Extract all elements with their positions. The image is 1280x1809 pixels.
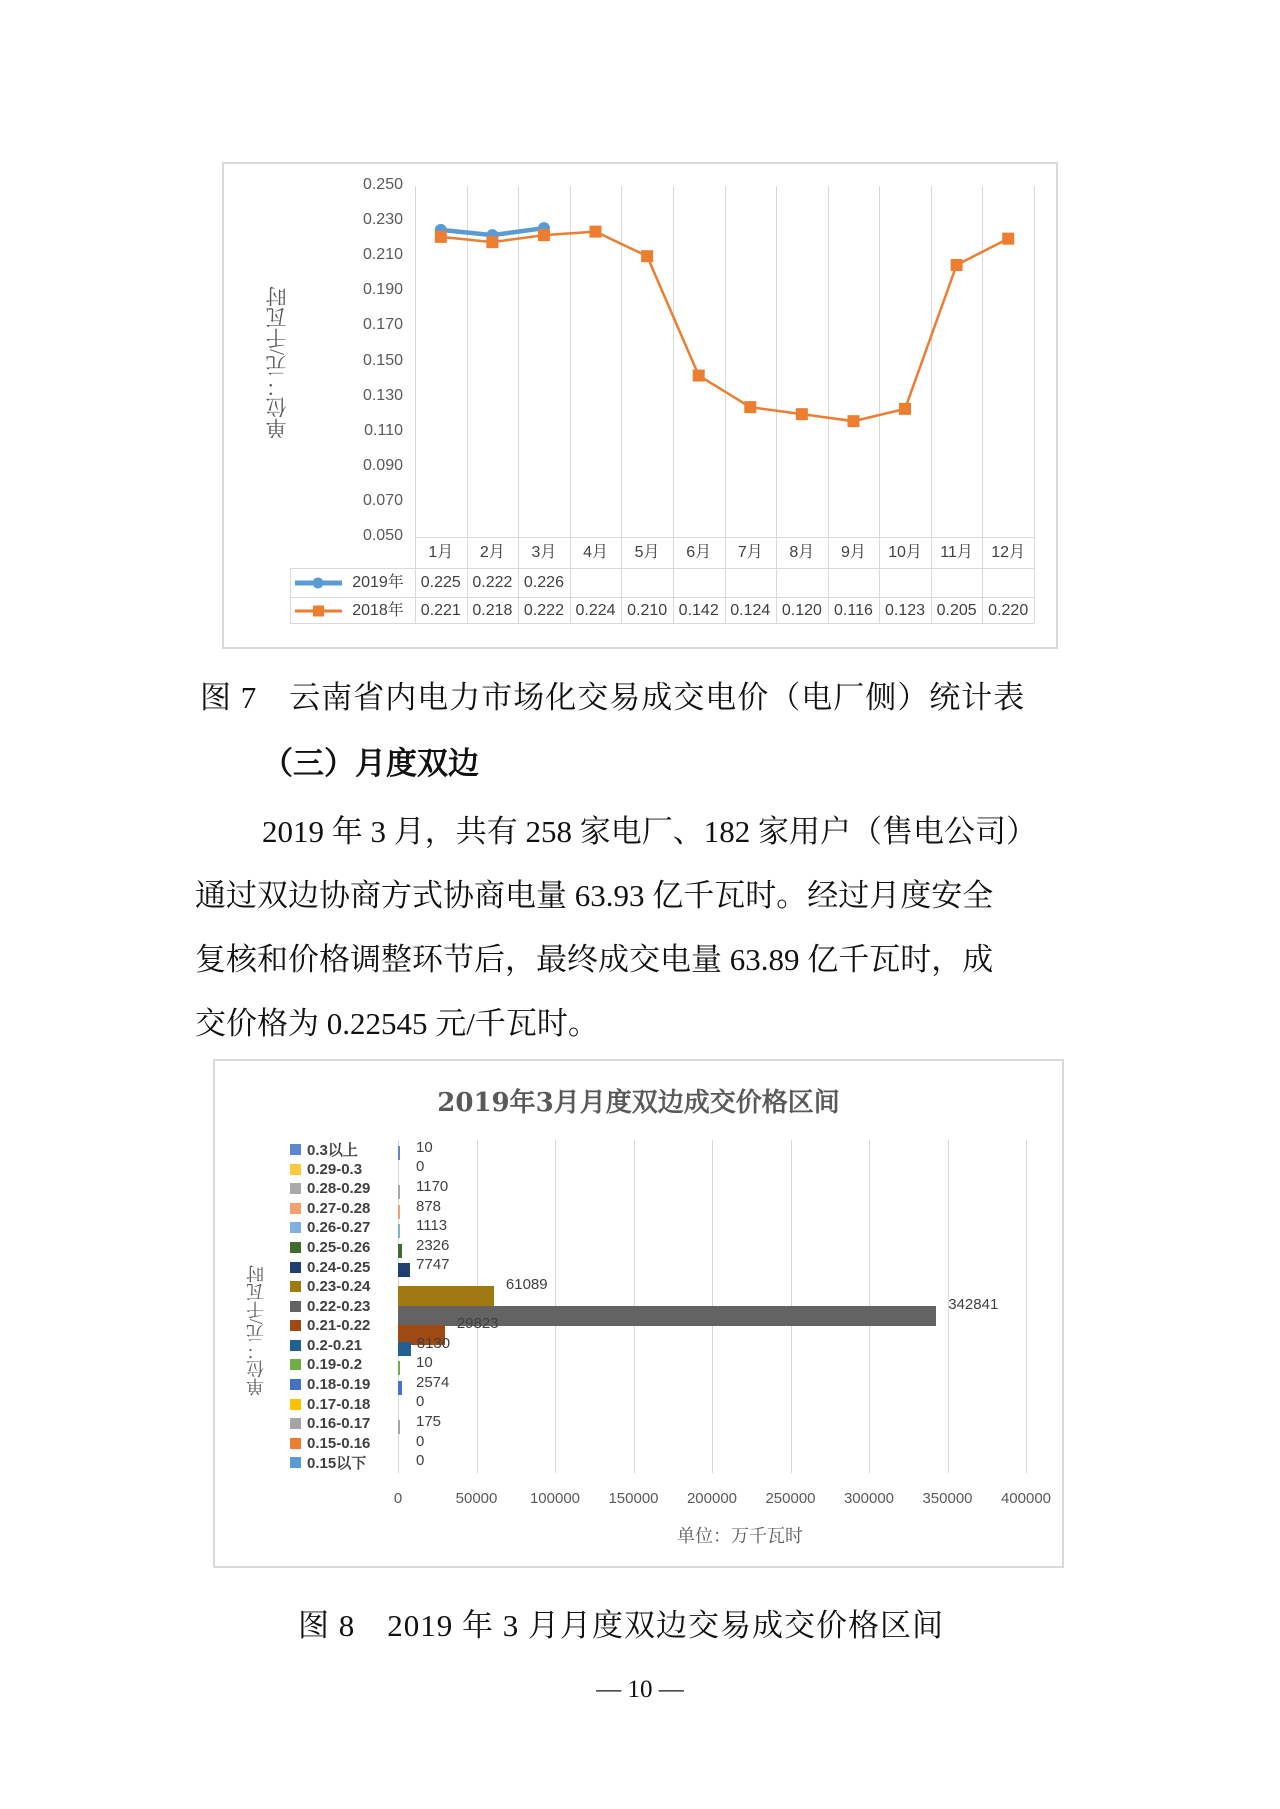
bar — [398, 1420, 400, 1434]
bar — [398, 1146, 400, 1160]
legend-swatch-icon — [290, 1164, 301, 1175]
legend-label: 0.3以上 — [307, 1142, 358, 1159]
figure8-caption: 图 8 2019 年 3 月月度双边交易成交价格区间 — [298, 1608, 944, 1643]
table-value-cell: 0.222 — [472, 574, 513, 591]
legend-series-name: 2018年 — [352, 602, 404, 619]
x-category-label: 3月 — [531, 544, 557, 561]
legend-label: 0.28-0.29 — [307, 1180, 371, 1198]
legend-item — [290, 1355, 362, 1374]
data-point-marker — [486, 236, 498, 248]
bar — [398, 1185, 400, 1199]
legend-item — [290, 1453, 366, 1472]
figure8-y-axis-label: 单位：元/千瓦时 — [246, 1264, 266, 1396]
legend-circle-marker-icon — [295, 578, 342, 589]
bar-value-label: 0 — [416, 1158, 425, 1176]
legend-swatch-icon — [290, 1222, 301, 1233]
legend-item — [290, 1218, 370, 1237]
x-tick-label: 350000 — [922, 1490, 973, 1507]
data-point-marker — [951, 259, 963, 271]
bar-value-label: 2574 — [416, 1373, 450, 1391]
legend-swatch-icon — [290, 1340, 301, 1351]
legend-swatch-icon — [290, 1438, 301, 1449]
paragraph-line-2: 通过双边协商方式协商电量 63.93 亿千瓦时。经过月度安全 — [195, 878, 994, 913]
data-point-marker — [899, 403, 911, 415]
table-value-cell: 0.142 — [678, 602, 719, 619]
legend-label: 0.23-0.24 — [307, 1278, 371, 1296]
paragraph-line-3: 复核和价格调整环节后，最终成交电量 63.89 亿千瓦时，成 — [195, 942, 994, 977]
legend-item — [290, 1179, 370, 1198]
table-value-cell: 0.116 — [834, 602, 873, 619]
data-point-marker — [641, 250, 653, 262]
data-point-marker — [590, 226, 602, 238]
data-point-marker — [693, 370, 705, 382]
bar — [398, 1263, 410, 1277]
legend-item — [290, 1238, 370, 1257]
table-value-cell: 0.205 — [936, 602, 977, 619]
x-tick-label: 0 — [393, 1490, 403, 1507]
legend-square-marker-icon — [295, 606, 342, 617]
y-tick-label: 0.070 — [362, 491, 403, 509]
legend-item — [290, 1336, 362, 1355]
bar-value-label: 2326 — [416, 1236, 450, 1254]
legend-label: 0.16-0.17 — [307, 1415, 371, 1433]
bar — [398, 1342, 411, 1356]
legend-label: 0.24-0.25 — [307, 1258, 371, 1276]
figure8-x-axis-label: 单位：万千瓦时 — [677, 1526, 803, 1546]
x-category-label: 6月 — [686, 544, 712, 561]
legend-swatch-icon — [290, 1379, 301, 1390]
x-category-label: 9月 — [840, 544, 866, 561]
legend-label: 0.25-0.26 — [307, 1238, 371, 1256]
x-category-label: 12月 — [991, 544, 1026, 561]
legend-swatch-icon — [290, 1457, 301, 1468]
table-value-cell: 0.120 — [781, 602, 822, 619]
y-tick-label: 0.130 — [362, 386, 403, 404]
bar-value-label: 0 — [416, 1452, 425, 1470]
x-tick-label: 50000 — [455, 1490, 498, 1507]
paragraph-line-1: 2019 年 3 月，共有 258 家电厂、182 家用户（售电公司） — [262, 814, 1037, 849]
legend-item — [290, 1277, 370, 1296]
legend-swatch-icon — [290, 1183, 301, 1194]
legend-swatch-icon — [290, 1418, 301, 1429]
bar-value-label: 1170 — [416, 1177, 449, 1195]
data-point-marker — [796, 408, 808, 420]
data-point-marker — [847, 415, 859, 427]
bar — [398, 1244, 402, 1258]
bar — [398, 1286, 494, 1306]
legend-item — [290, 1316, 370, 1335]
table-value-cell: 0.218 — [472, 602, 513, 619]
bar — [398, 1361, 400, 1375]
data-point-marker — [744, 401, 756, 413]
table-rule — [415, 537, 1034, 538]
table-value-cell: 0.222 — [523, 602, 564, 619]
legend-swatch-icon — [290, 1359, 301, 1370]
data-point-marker — [435, 231, 447, 243]
bar-value-label: 342841 — [948, 1295, 999, 1313]
gridline — [1026, 1140, 1027, 1473]
x-tick-label: 400000 — [1000, 1490, 1052, 1507]
bar — [398, 1381, 402, 1395]
legend-label: 0.21-0.22 — [307, 1317, 371, 1335]
x-category-label: 5月 — [634, 544, 660, 561]
bar-value-label: 1113 — [416, 1217, 448, 1235]
legend-label: 0.15以下 — [307, 1455, 367, 1473]
bar-value-label: 10 — [416, 1354, 433, 1372]
bar-value-label: 61089 — [505, 1275, 548, 1293]
y-tick-label: 0.190 — [362, 281, 403, 299]
x-tick-label: 100000 — [529, 1490, 581, 1507]
x-category-label: 1月 — [428, 544, 454, 561]
y-tick-label: 0.110 — [364, 421, 403, 439]
legend-swatch-icon — [290, 1203, 301, 1214]
page-number: — 10 — — [596, 1676, 684, 1703]
legend-item — [290, 1297, 370, 1316]
legend-item — [290, 1140, 358, 1159]
2018年-series-line — [441, 232, 1008, 422]
legend-swatch-icon — [290, 1320, 301, 1331]
x-category-label: 11月 — [940, 544, 973, 561]
bar-value-label: 0 — [416, 1393, 425, 1411]
legend-swatch-icon — [290, 1281, 301, 1292]
bar-value-label: 29823 — [456, 1315, 499, 1333]
legend-item — [290, 1199, 370, 1218]
bar-value-label: 175 — [416, 1413, 442, 1431]
y-tick-label: 0.050 — [362, 527, 403, 544]
data-point-marker — [1002, 233, 1014, 245]
legend-series-name: 2019年 — [352, 574, 404, 591]
x-tick-label: 300000 — [843, 1490, 895, 1507]
y-tick-label: 0.150 — [362, 351, 403, 369]
section-heading: （三）月度双边 — [262, 746, 479, 782]
table-value-cell: 0.124 — [730, 602, 771, 619]
table-value-cell: 0.123 — [885, 602, 926, 619]
legend-label: 0.29-0.3 — [307, 1160, 363, 1178]
table-value-cell: 0.226 — [523, 574, 564, 591]
legend-item — [290, 1434, 370, 1453]
x-category-label: 10月 — [888, 544, 922, 561]
bar — [398, 1205, 400, 1219]
y-tick-label: 0.170 — [362, 316, 403, 334]
data-point-marker — [538, 229, 550, 241]
x-tick-label: 200000 — [686, 1490, 738, 1507]
legend-label: 0.27-0.28 — [307, 1199, 371, 1217]
bar — [398, 1224, 400, 1238]
figure7-plot — [0, 0, 1280, 700]
legend-label: 0.26-0.27 — [307, 1219, 371, 1237]
figure7-y-axis-label: 单位：元/千瓦时 — [265, 286, 289, 440]
table-value-cell: 0.220 — [988, 602, 1029, 619]
legend-swatch-icon — [290, 1301, 301, 1312]
legend-label: 0.2-0.21 — [307, 1336, 363, 1354]
bar-value-label: 0 — [416, 1432, 425, 1450]
table-value-cell: 0.210 — [627, 602, 668, 619]
legend-swatch-icon — [290, 1399, 301, 1410]
y-tick-label: 0.210 — [362, 246, 403, 264]
x-tick-label: 250000 — [765, 1490, 816, 1507]
legend-swatch-icon — [290, 1262, 301, 1273]
table-value-cell: 0.224 — [575, 602, 616, 619]
legend-swatch-icon — [290, 1242, 301, 1253]
legend-label: 0.17-0.18 — [307, 1395, 371, 1413]
legend-label: 0.18-0.19 — [307, 1376, 371, 1394]
table-value-cell: 0.221 — [420, 602, 461, 619]
legend-swatch-icon — [290, 1144, 301, 1155]
y-tick-label: 0.250 — [362, 176, 403, 193]
table-value-cell: 0.225 — [420, 574, 461, 591]
x-category-label: 2月 — [479, 544, 505, 561]
bar-value-label: 7747 — [416, 1256, 450, 1274]
x-category-label: 8月 — [789, 544, 815, 561]
y-tick-label: 0.230 — [362, 211, 403, 229]
legend-label: 0.19-0.2 — [307, 1356, 363, 1374]
y-tick-label: 0.090 — [362, 456, 403, 474]
paragraph-line-4: 交价格为 0.22545 元/千瓦时。 — [195, 1006, 599, 1041]
x-category-label: 7月 — [737, 544, 763, 561]
legend-item — [290, 1395, 370, 1414]
figure8-title: 2019年3月月度双边成交价格区间 — [437, 1088, 840, 1118]
bar-value-label: 10 — [416, 1138, 433, 1156]
legend-item — [290, 1160, 362, 1179]
legend-item — [290, 1414, 370, 1433]
bar-value-label: 8130 — [416, 1334, 451, 1352]
legend-label: 0.22-0.23 — [307, 1297, 371, 1315]
x-category-label: 4月 — [583, 544, 608, 561]
legend-item — [290, 1375, 370, 1394]
bar-value-label: 878 — [416, 1197, 442, 1215]
legend-label: 0.15-0.16 — [307, 1434, 371, 1452]
figure7-caption: 图 7 云南省内电力市场化交易成交电价（电厂侧）统计表 — [200, 680, 1026, 715]
legend-item — [290, 1258, 370, 1277]
table-rule — [290, 568, 291, 623]
x-tick-label: 150000 — [608, 1490, 659, 1507]
